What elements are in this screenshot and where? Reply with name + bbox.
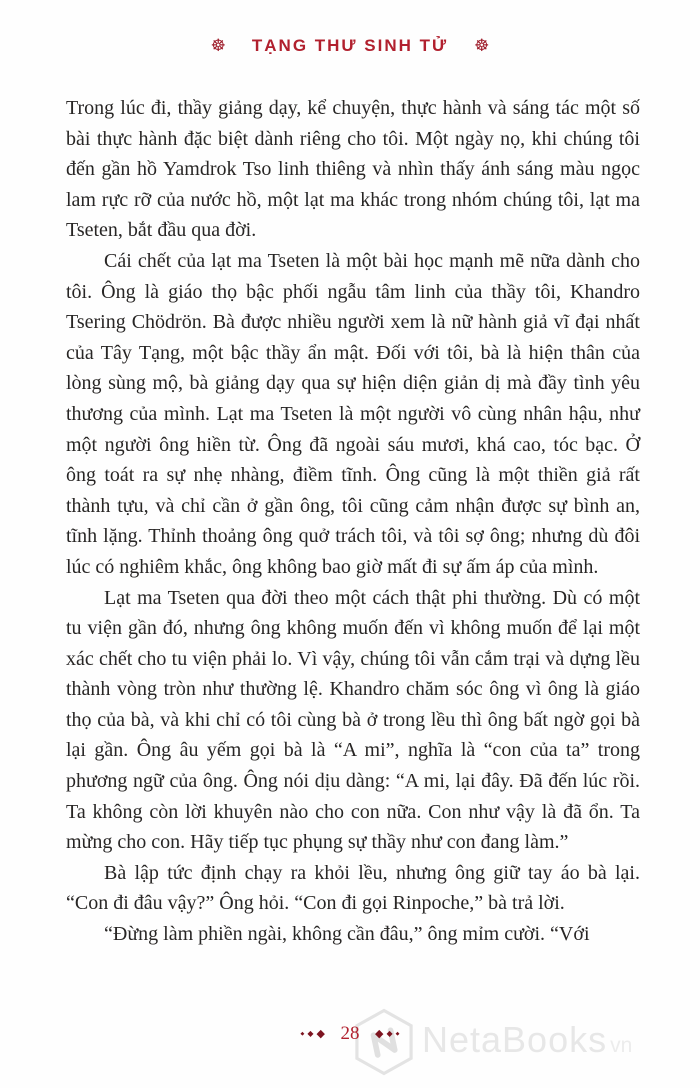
- paragraph-2: Cái chết của lạt ma Tseten là một bài học mạnh mẽ nữa dành cho tôi. Ông là giáo thọ bậc phối ngẫu tâm linh của thầy tôi, Khandro Tsering Chödrön. Bà được nhiều người xem là nữ hành giả vĩ đại nhất của Tây Tạng, một bậc thầy ẩn mật. Đối với tôi, bà là hiện thân của lòng sùng mộ, bà giảng dạy qua sự hiện diện giản dị mà đầy tình yêu thương của mình. Lạt ma Tseten là một người vô cùng nhân hậu, như một người ông hiền từ. Ông đã ngoài sáu mươi, khá cao, tóc bạc. Ở ông toát ra sự nhẹ nhàng, điềm tĩnh. Ông cũng là một thiền giả rất thành tựu, và chỉ cần ở gần ông, tôi cũng cảm nhận được sự bình an, tĩnh lặng. Thỉnh thoảng ông quở trách tôi, và tôi sợ ông; nhưng dù đôi lúc có nghiêm khắc, ông không bao giờ mất đi sự ấm áp của mình.: [66, 249, 640, 578]
- paragraph-3: Lạt ma Tseten qua đời theo một cách thật phi thường. Dù có một tu viện gần đó, nhưng ông không muốn đến vì không muốn để lại một xác chết cho tu viện phải lo. Vì vậy, chúng tôi vẫn cắm trại và dựng lều thành vòng tròn như thường lệ. Khandro chăm sóc ông vì ông là giáo thọ của bà, và khi chỉ có tôi cùng bà ở trong lều thì ông bất ngờ gọi bà lại gần. Ông âu yếm gọi bà là “A mi”, nghĩa là “con của ta” trong phương ngữ của ông. Ông nói dịu dàng: “A mi, lại đây. Đã đến lúc rồi. Ta không còn lời khuyên nào cho con nữa. Con như vậy là đã ổn. Ta mừng cho con. Hãy tiếp tục phụng sự thầy như con đang làm.”: [66, 586, 640, 854]
- diamond-icon: ◆: [395, 1031, 400, 1038]
- diamond-icon: ◆: [300, 1031, 305, 1038]
- footer-ornament-right: [374, 1023, 401, 1045]
- page-header: [0, 36, 700, 56]
- footer-ornament-left: [299, 1023, 326, 1045]
- running-title: TẠNG THƯ SINH TỬ: [251, 36, 449, 55]
- watermark-brand: NetaBooks: [422, 1019, 608, 1060]
- paragraph-1: Trong lúc đi, thầy giảng dạy, kể chuyện, thực hành và sáng tác một số bài thực hành đặc biệt dành riêng cho tôi. Một ngày nọ, khi chúng tôi đến gần hồ Yamdrok Tso linh thiêng và nhìn thấy ánh sáng màu ngọc lam rực rỡ của nước hồ, một lạt ma khác trong nhóm chúng tôi, lạt ma Tseten, bắt đầu qua đời.: [66, 97, 640, 242]
- diamond-icon: ◆: [316, 1027, 325, 1041]
- dharma-wheel-icon-right: ☸: [474, 35, 490, 56]
- page-footer: [0, 1023, 700, 1045]
- watermark-tld: vn: [610, 1034, 633, 1057]
- paragraph-5: “Đừng làm phiền ngài, không cần đâu,” ông mỉm cười. “Với: [104, 923, 590, 946]
- page-number: 28: [340, 1023, 360, 1045]
- paragraph-4: Bà lập tức định chạy ra khỏi lều, nhưng ông giữ tay áo bà lại. “Con đi đâu vậy?” Ông hỏi. “Con đi gọi Rinpoche,” bà trả lời.: [66, 861, 640, 915]
- diamond-icon: ◆: [386, 1029, 393, 1039]
- diamond-icon: ◆: [375, 1027, 384, 1041]
- diamond-icon: ◆: [307, 1029, 314, 1039]
- page-body: [66, 93, 640, 950]
- dharma-wheel-icon-left: ☸: [210, 35, 226, 56]
